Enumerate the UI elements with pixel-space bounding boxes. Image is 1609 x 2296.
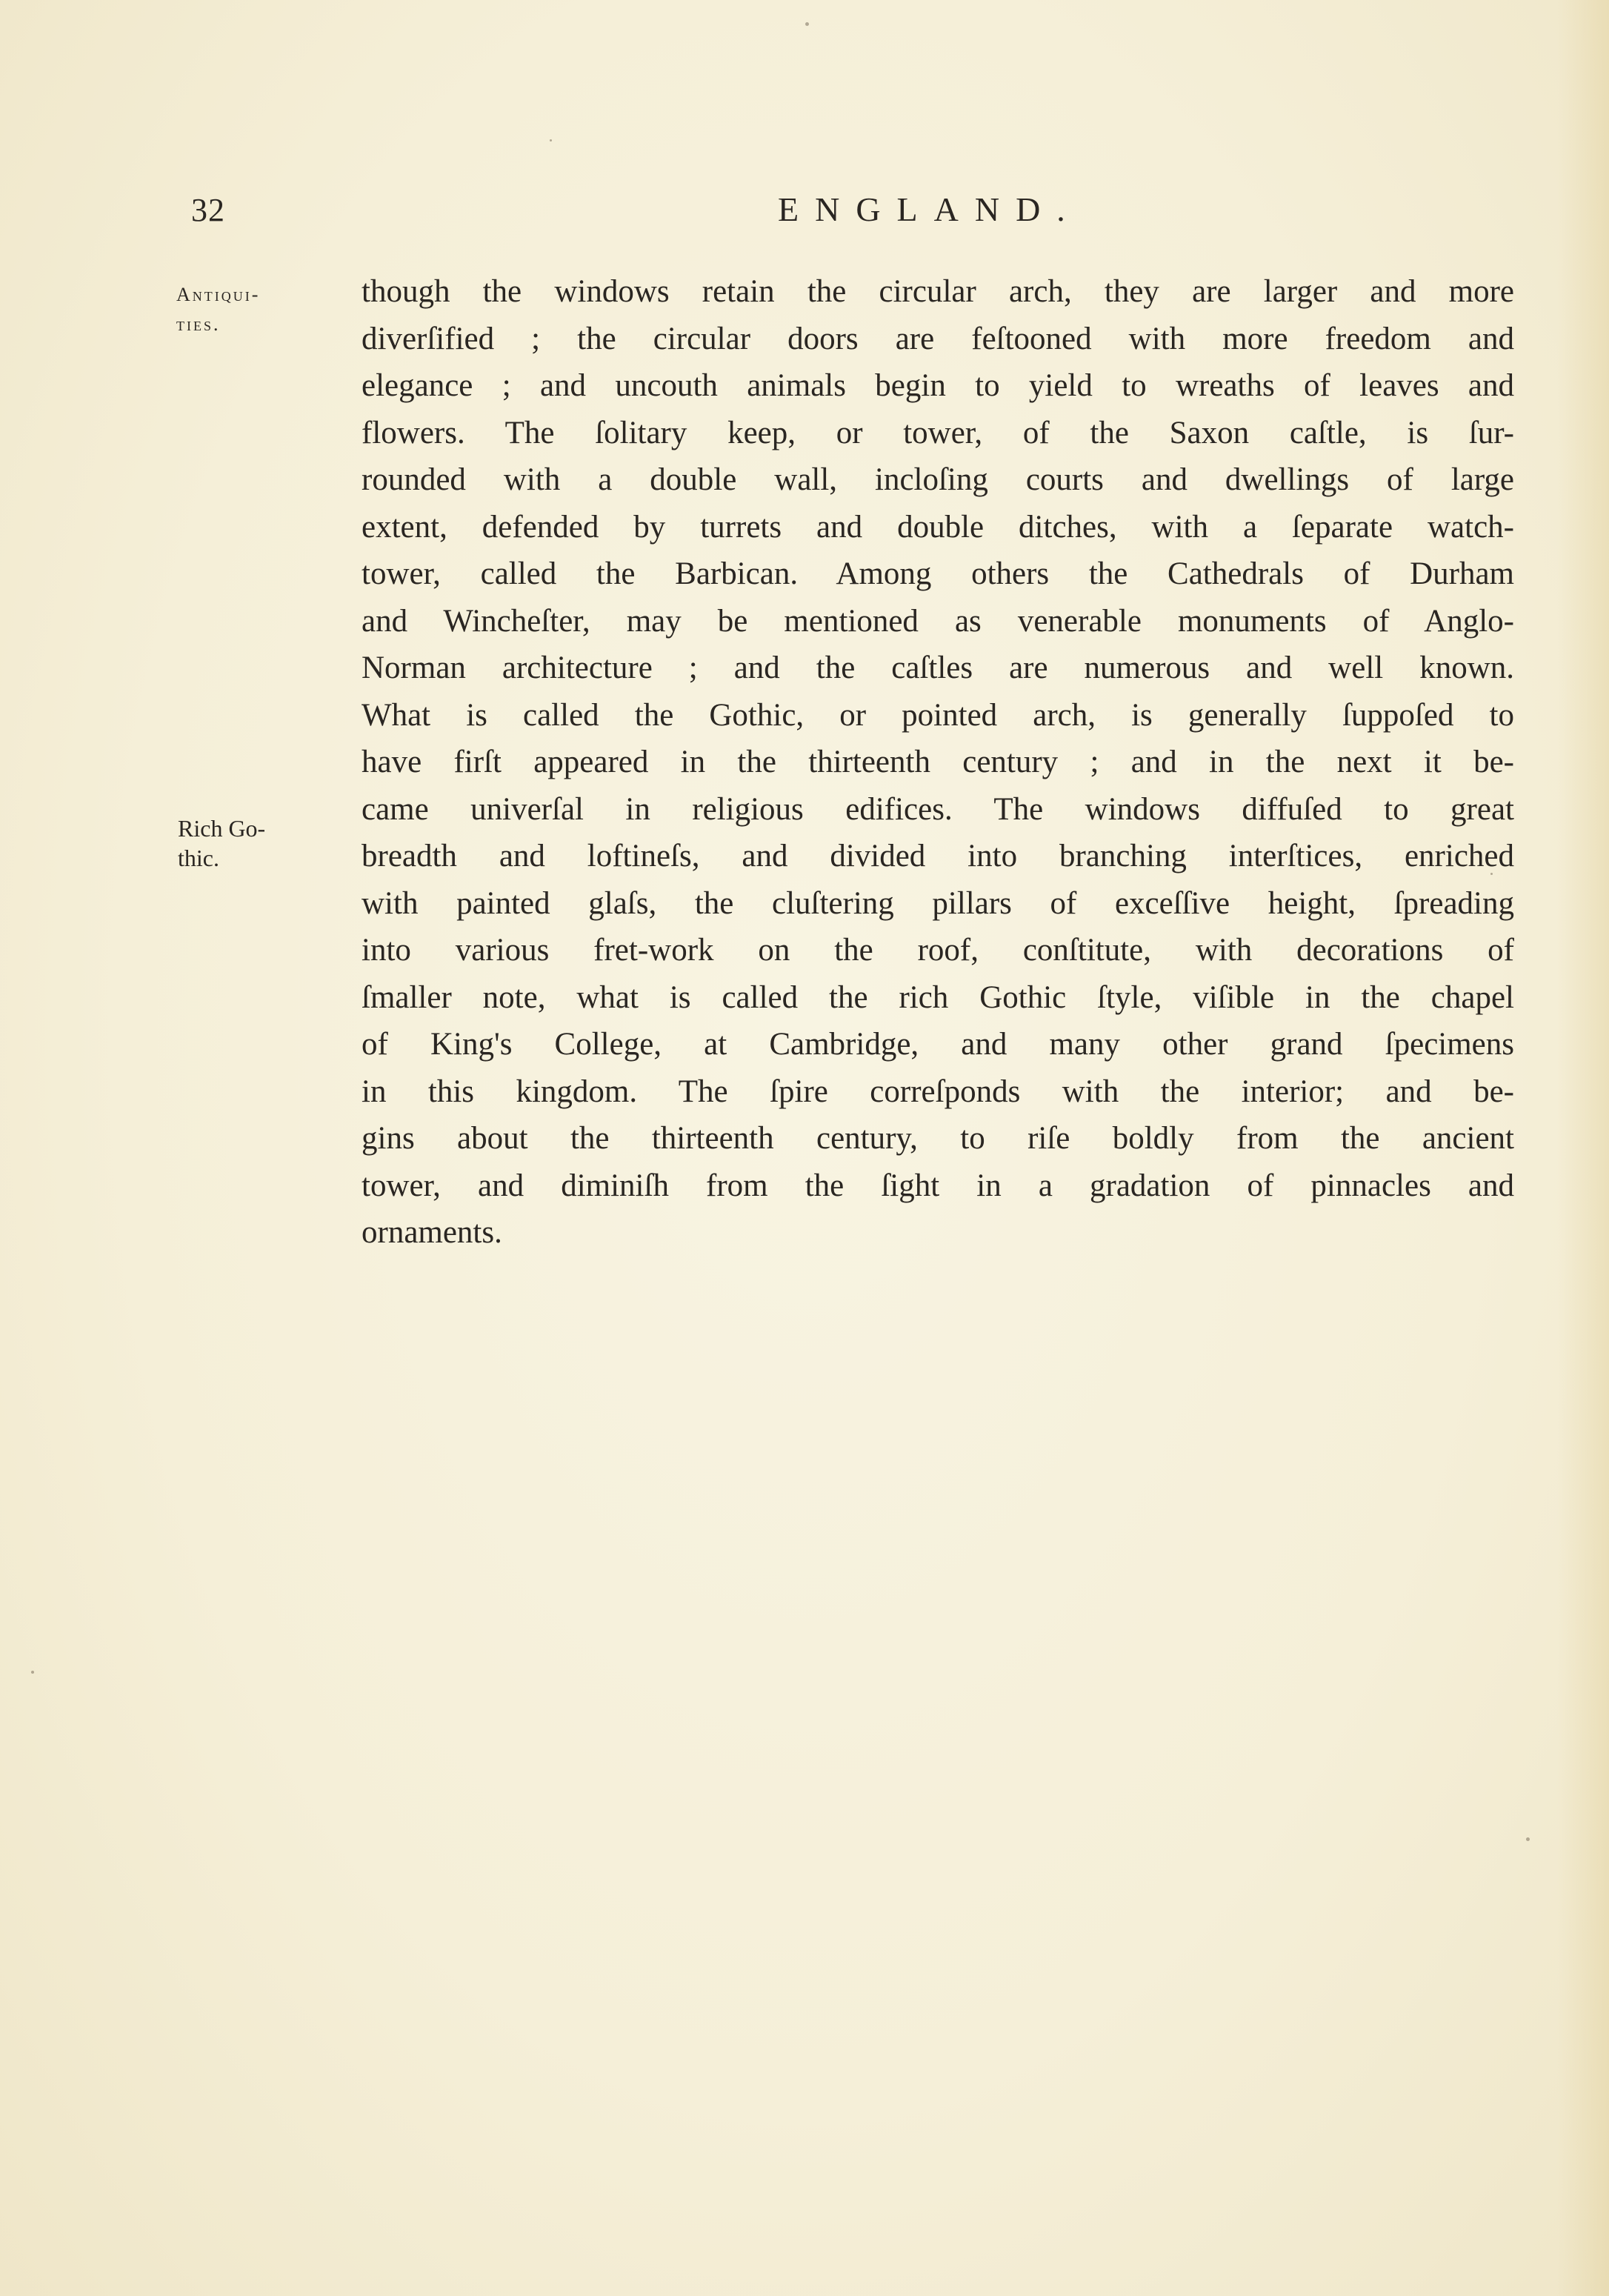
body-line: in this kingdom. The ſpire correſponds with the interior; and be- (362, 1074, 1514, 1109)
foxing-speck (805, 22, 809, 26)
body-line: rounded with a double wall, incloſing courts and dwellings of large (362, 462, 1514, 497)
foxing-speck (31, 1671, 34, 1674)
body-line: Norman architecture ; and the caſtles are numerous and well known. (362, 650, 1514, 685)
body-line: of King's College, at Cambridge, and many other grand ſpecimens (362, 1027, 1514, 1062)
body-line: have firſt appeared in the thirteenth century ; and in the next it be- (362, 745, 1514, 779)
foxing-speck (1526, 1837, 1530, 1841)
body-line: and Wincheſter, may be mentioned as venerable monuments of Anglo- (362, 603, 1514, 639)
margin-note-line: thic. (178, 845, 219, 871)
body-line: gins about the thirteenth century, to riſe boldly from the ancient (362, 1121, 1514, 1156)
margin-note-rich-gothic (178, 813, 319, 873)
body-line: breadth and loftineſs, and divided into branching interſtices, enriched (362, 839, 1514, 874)
body-line: ſmaller note, what is called the rich Gothic ſtyle, viſible in the chapel (362, 979, 1514, 1015)
foxing-speck (550, 139, 552, 142)
body-line: flowers. The ſolitary keep, or tower, of the Saxon caſtle, is ſur- (362, 415, 1514, 450)
body-line: tower, and diminiſh from the ſight in a gradation of pinnacles and (362, 1168, 1514, 1203)
margin-note-antiquities (176, 280, 317, 339)
body-line: with painted glaſs, the cluſtering pillars of exceſſive height, ſpreading (362, 885, 1514, 921)
body-line: What is called the Gothic, or pointed arch, is generally ſuppoſed to (362, 697, 1514, 733)
body-line: diverſified ; the circular doors are feſtooned with more freedom and (362, 321, 1514, 356)
body-line: tower, called the Barbican. Among others the Cathedrals of Durham (362, 556, 1514, 591)
body-line: elegance ; and uncouth animals begin to yield to wreaths of leaves and (362, 368, 1514, 403)
page-number: 32 (191, 192, 225, 228)
margin-note-line: Rich Go- (178, 815, 266, 842)
body-line: ornaments. (362, 1215, 502, 1250)
body-line: extent, defended by turrets and double ditches, with a ſeparate watch- (362, 509, 1514, 545)
margin-note-line: ties. (176, 313, 221, 335)
page-edge-shadow (1557, 0, 1609, 2296)
margin-note-line: Antiqui- (176, 284, 261, 305)
body-line: into various fret-work on the roof, conſtitute, with decorations of (362, 933, 1514, 968)
body-paragraph (362, 268, 1514, 1257)
body-line: came univerſal in religious edifices. The windows diffuſed to great (362, 791, 1514, 827)
body-line: though the windows retain the circular arch, they are larger and more (362, 274, 1514, 309)
running-head: ENGLAND. (778, 190, 1082, 228)
